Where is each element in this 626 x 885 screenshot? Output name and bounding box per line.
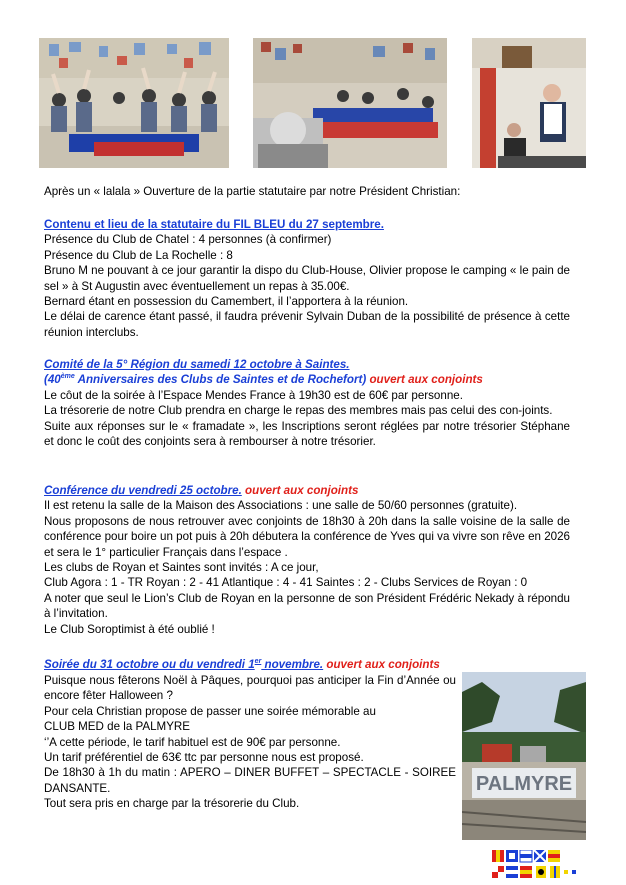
heading-sup: er [254,658,262,666]
speaker-photo [472,38,586,168]
intro-line: Après un « lalala » Ouverture de la partie statutaire par notre Président Christian: [44,185,461,198]
section-heading: Conférence du vendredi 25 octobre. [44,484,242,497]
section-soiree-body [44,673,456,812]
text-line: Présence du Club de Chatel : 4 personnes (à confirmer) [44,233,332,247]
subheading-number: (40 [44,373,61,387]
section-soiree-heading [44,657,570,672]
text-line: Suite aux réponses sur le « framadate », les Inscriptions seront réglées par notre trésorier Stéphane et donc le coût des conjoints sera à rembourser à notre trésorier. [44,419,570,449]
text-line: Nous proposons de nous retrouver avec conjoints de 18h30 à 20h dans la salle voisine de la salle de conférence pour boire un pot puis à 20h débutera la conférence de Yves qui va vivre son rêve en 2026 et sera le 1° particulier Français dans l’espace . [44,514,570,559]
text-line: Il est retenu la salle de la Maison des Associations : une salle de 50/60 personnes (gratuite). [44,499,518,513]
text-line: Le délai de carence étant passé, il faudra prévenir Sylvain Duban de la possibilité de présence à cette réunion interclubs. [44,310,570,339]
text-line: Tout sera pris en charge par la trésorerie du Club. [44,797,300,811]
section-heading-end: novembre. [261,658,324,671]
section-heading: Soirée du 31 octobre ou du vendredi 1 [44,658,255,671]
text-line: La trésorerie de notre Club prendra en charge le repas des membres mais pas celui des con-joints. [44,404,553,418]
section-statutaire [44,217,570,340]
section-heading-row [44,657,570,672]
text-line: Bruno M ne pouvant à ce jour garantir la dispo du Club-House, Olivier propose le camping « le pain de sel » à St Augustin avec éventuellement un repas à 35.00€. [44,264,570,293]
section-conference [44,483,570,637]
subheading-rest: Anniversaires des Clubs de Saintes et de Rochefort) [74,373,367,387]
text-line: A noter que seul le Lion’s Club de Royan en la personne de son Président Frédéric Nekady à répondu à l’invitation. [44,591,570,621]
section-heading-row [44,483,570,498]
meeting-photo-1 [39,38,229,168]
conjoints-tag: ouvert aux conjoints [369,373,483,387]
text-line: Puisque nous fêterons Noël à Pâques, pourquoi pas anticiper la Fin d’Année ou encore fêter Halloween ? [44,674,456,703]
palmyre-sign-text: PALMYRE [475,773,573,795]
intro-text [44,184,570,199]
section-heading: Comité de la 5° Région du samedi 12 octobre à Saintes. [44,358,350,371]
conjoints-tag: ouvert aux conjoints [326,658,440,671]
text-line: Club Agora : 1 - TR Royan : 2 - 41 Atlantique : 4 - 41 Saintes : 2 - Clubs Services de Royan : 0 [44,576,528,590]
conjoints-tag: ouvert aux conjoints [245,484,359,497]
signal-flags [492,850,590,880]
text-line: Un tarif préférentiel de 63€ ttc par personne nous est proposé. [44,751,364,765]
meeting-photo-2 [253,38,447,168]
section-comite [44,357,570,449]
text-line: Le côut de la soirée à l’Espace Mendes France à 19h30 est de 60€ par personne. [44,388,463,402]
club-med-palmyre-photo [462,672,586,840]
text-line: Pour cela Christian propose de passer une soirée mémorable au [44,704,376,718]
text-line: ‘’A cette période, le tarif habituel est de 90€ par personne. [44,735,341,749]
section-heading: Contenu et lieu de la statutaire du FIL BLEU du 27 septembre. [44,218,384,231]
section-subheading [44,372,570,387]
text-line: Les clubs de Royan et Saintes sont invités : A ce jour, [44,561,319,575]
text-line: Bernard étant en possession du Camembert, il l’apportera à la réunion. [44,295,409,309]
subheading-sup: ème [60,373,75,381]
text-line: Présence du Club de La Rochelle : 8 [44,248,233,262]
text-line: De 18h30 à 1h du matin : APERO – DINER BUFFET – SPECTACLE - SOIREE DANSANTE. [44,766,456,795]
text-line: CLUB MED de la PALMYRE [44,720,191,734]
text-line: Le Club Soroptimist à été oublié ! [44,622,215,636]
